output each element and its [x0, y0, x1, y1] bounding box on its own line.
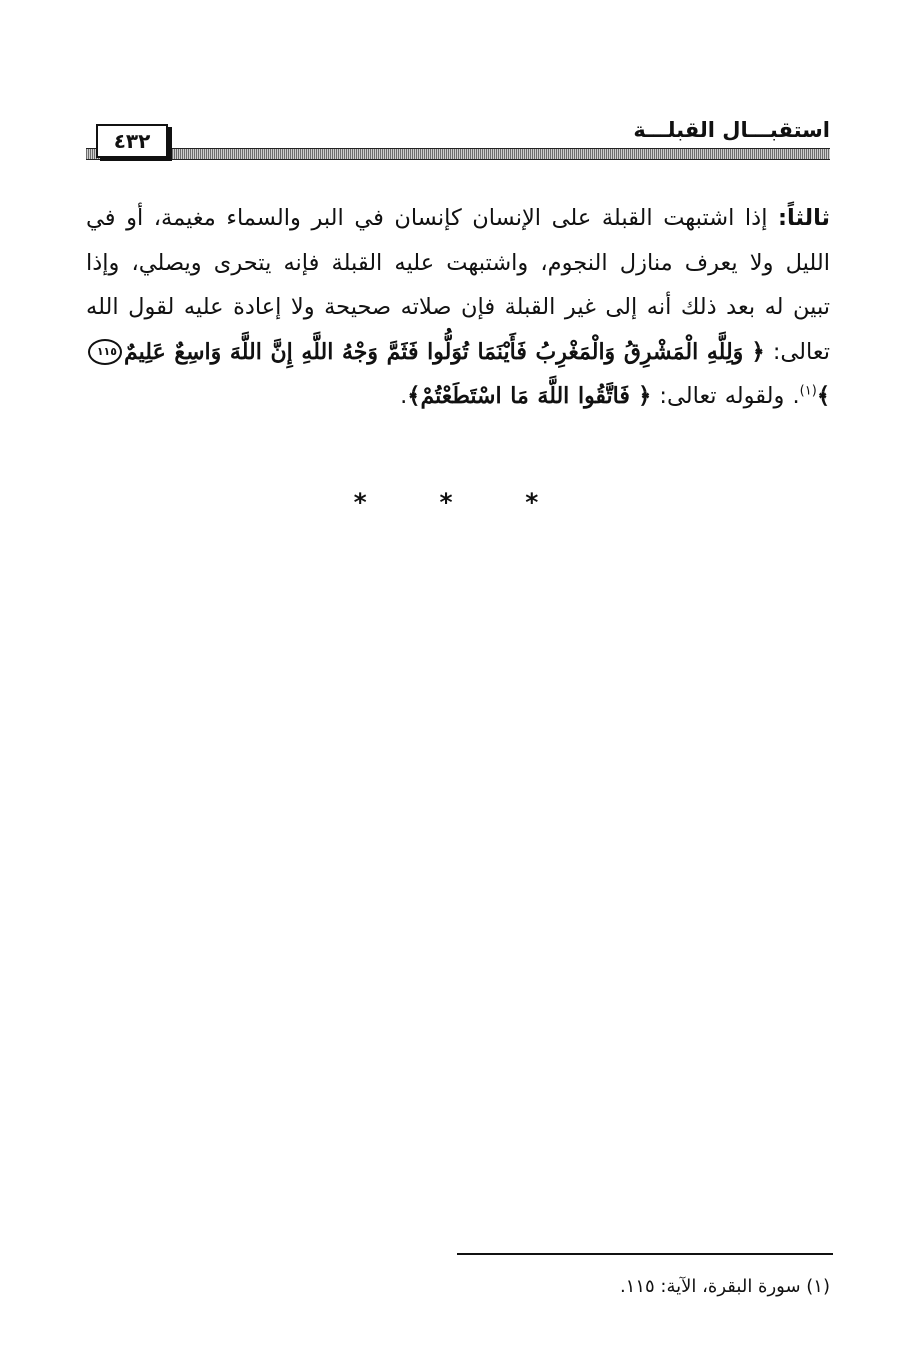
quran-bracket-close: ﴾: [816, 383, 830, 409]
quran-verse-2: فَاتَّقُوا اللَّهَ مَا اسْتَطَعْتُمْ: [420, 383, 630, 409]
footnote-reference: (١): [799, 383, 817, 399]
footnote: (١) سورة البقرة، الآية: ١١٥.: [619, 1276, 830, 1297]
page-number: ٤٣٢: [96, 124, 168, 158]
quran-bracket-open-2: ﴿: [638, 383, 652, 409]
body-paragraph: [86, 196, 830, 419]
page-header: [86, 118, 830, 162]
header-rule: [86, 148, 830, 160]
quran-bracket-close-2: ﴾: [407, 383, 421, 409]
chapter-title: استقبـــال القبلـــة: [633, 118, 830, 142]
paragraph-end: .: [400, 383, 408, 409]
paragraph-text-continued: . ولقوله تعالى:: [651, 383, 800, 409]
paragraph-lead: ثالثاً:: [778, 205, 830, 231]
paragraph-text: إذا اشتبهت القبلة على الإنسان كإنسان في البر والسماء مغيمة، أو في الليل ولا يعرف منازل النجوم، واشتبهت عليه القبلة فإنه يتحرى ويصلي، وإذا تبين له بعد ذلك أنه إلى غير القبلة فإن صلاته صحيحة ولا إعادة عليه لقول الله تعالى:: [86, 205, 830, 365]
quran-bracket-open: ﴿: [751, 338, 765, 365]
quran-verse: وَلِلَّهِ الْمَشْرِقُ وَالْمَغْرِبُ فَأَيْنَمَا تُوَلُّوا فَثَمَّ وَجْهُ اللَّهِ إِنَّ اللَّهَ وَاسِعٌ عَلِيمٌ: [124, 338, 744, 365]
section-separator: * * *: [353, 488, 571, 517]
ayah-number-marker: ١١٥: [88, 339, 122, 365]
footnote-rule: [457, 1253, 833, 1255]
